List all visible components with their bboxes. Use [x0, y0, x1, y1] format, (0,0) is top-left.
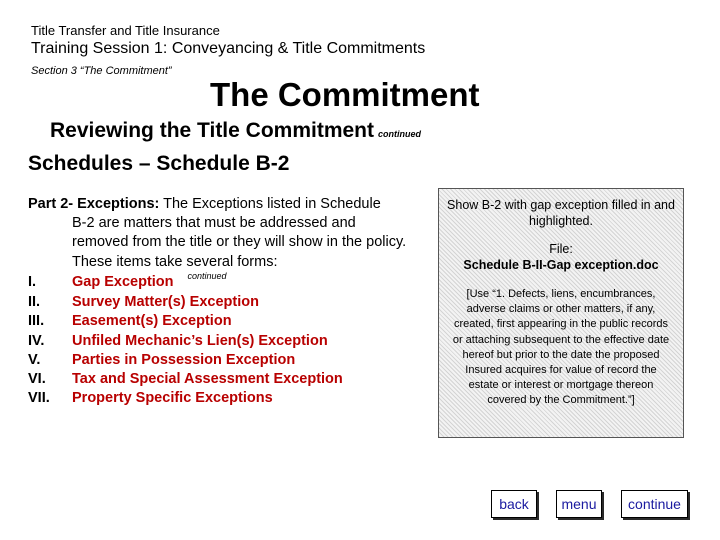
- list-item-number: I.: [28, 274, 37, 290]
- list-item: [28, 273, 428, 293]
- list-item-number: II.: [28, 294, 41, 311]
- menu-button[interactable]: menu: [556, 490, 602, 518]
- list-item: [28, 370, 428, 389]
- part-description: [28, 195, 408, 272]
- subtitle-text: Reviewing the Title Commitment: [50, 119, 374, 142]
- list-item-number: III.: [28, 313, 45, 330]
- list-item-number: IV.: [28, 332, 45, 349]
- notes-quote: [Use “1. Defects, liens, encumbrances, adverse claims or other matters, if any, created, first appearing in the public records or attaching subsequent to the effective date hereof but prior to the date the proposed Insured acquires for value of record the estate or interest or mortgage thereon covered by the Commitment.”]: [452, 288, 670, 407]
- list-item-label: Survey Matter(s) Exception: [72, 294, 259, 311]
- back-button[interactable]: back: [491, 490, 537, 518]
- list-item: [28, 389, 428, 408]
- list-item-note: continued: [187, 271, 227, 281]
- exception-list: [28, 273, 428, 408]
- part-first-line: [28, 195, 408, 214]
- list-item-label: Parties in Possession Exception: [72, 351, 296, 368]
- notes-file-name: Schedule B-II-Gap exception.doc: [463, 258, 659, 272]
- page-title: The Commitment: [210, 76, 480, 113]
- part-rest-text: B-2 are matters that must be addressed and removed from the title or they will show in the policy. These items take several forms:: [72, 215, 407, 270]
- list-item-number: V.: [28, 351, 41, 368]
- list-item-number: VII.: [28, 390, 50, 407]
- subtitle: [50, 119, 421, 143]
- course-title: Title Transfer and Title Insurance: [31, 23, 220, 38]
- notes-file-label: File:: [549, 242, 573, 256]
- section-title: Section 3 “The Commitment”: [31, 65, 172, 77]
- schedule-heading: Schedules – Schedule B-2: [28, 152, 290, 175]
- instructor-notes-box: [438, 188, 684, 438]
- part-first-line-text: The Exceptions listed in Schedule: [163, 196, 381, 212]
- list-item-label: Property Specific Exceptions: [72, 390, 273, 407]
- list-item-number: VI.: [28, 371, 46, 388]
- list-item-label: Tax and Special Assessment Exception: [72, 371, 343, 388]
- list-item-label: Easement(s) Exception: [72, 313, 232, 330]
- list-item-label: Unfiled Mechanic’s Lien(s) Exception: [72, 332, 328, 349]
- list-item: [28, 351, 428, 370]
- session-title: Training Session 1: Conveyancing & Title Commitments: [31, 40, 426, 57]
- list-item-label: Gap Exception: [72, 274, 174, 290]
- continue-button[interactable]: continue: [621, 490, 688, 518]
- list-item: [28, 293, 428, 312]
- subtitle-continued: continued: [378, 129, 421, 139]
- list-item: [28, 312, 428, 331]
- list-item: [28, 332, 428, 351]
- notes-instruction: Show B-2 with gap exception filled in and highlighted.: [447, 198, 675, 228]
- part-lead: Part 2- Exceptions:: [28, 196, 160, 212]
